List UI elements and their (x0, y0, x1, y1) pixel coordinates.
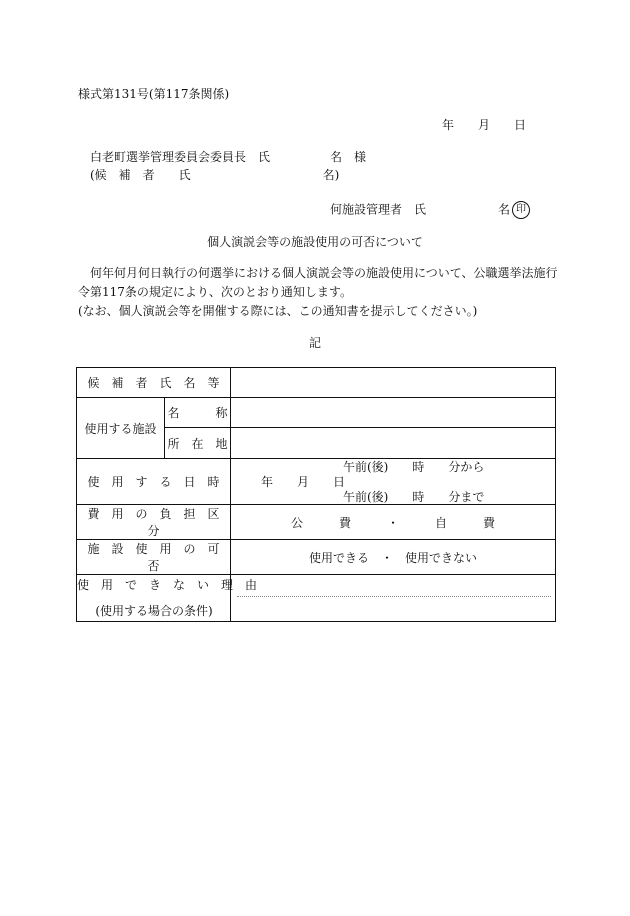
field-allow[interactable]: 使用できる ・ 使用できない (231, 540, 556, 575)
label-allow: 施 設 使 用 の 可 否 (77, 540, 231, 575)
sender-text: 何施設管理者 氏 名 (330, 202, 511, 217)
table-row (77, 398, 556, 428)
dotted-divider (237, 596, 551, 597)
label-facility-name: 名 称 (165, 398, 231, 428)
notice-table (76, 367, 556, 622)
label-reason-sub: (使用する場合の条件) (95, 604, 213, 618)
ki-mark: 記 (308, 336, 321, 350)
table-row (77, 540, 556, 575)
body-line-3: (なお、個人演説会等を開催する際には、この通知書を提示してください。) (78, 304, 478, 318)
body-line-1: 何年何月何日執行の何選挙における個人演説会等の施設使用について、公職選挙法施行 (90, 266, 558, 280)
label-facility-location: 所 在 地 (165, 428, 231, 459)
field-datetime[interactable] (231, 459, 556, 505)
seal-mark: 印 (512, 201, 530, 219)
date-line: 年 月 日 (442, 118, 527, 132)
table-row (77, 575, 556, 622)
label-cost: 費 用 の 負 担 区 分 (77, 505, 231, 540)
label-datetime: 使 用 す る 日 時 (77, 459, 231, 505)
document-title: 個人演説会等の施設使用の可否について (207, 235, 423, 249)
label-candidate: 候 補 者 氏 名 等 (77, 368, 231, 398)
table-row (77, 459, 556, 505)
table-row (77, 368, 556, 398)
field-reason[interactable] (231, 575, 556, 622)
table-row (77, 505, 556, 540)
sender-line (330, 201, 530, 219)
form-number: 様式第131号(第117条関係) (78, 87, 230, 101)
datetime-from: 午前(後) 時 分から (343, 460, 485, 474)
addressee-line-1: 白老町選挙管理委員会委員長 氏 名 様 (90, 150, 367, 164)
label-reason (77, 575, 258, 622)
datetime-to: 午前(後) 時 分まで (343, 490, 485, 504)
field-candidate[interactable] (231, 368, 556, 398)
addressee-line-2: (候 補 者 氏 名) (90, 168, 340, 182)
label-facility: 使用する施設 (77, 398, 165, 459)
label-reason-main: 使 用 で き な い 理 由 (77, 578, 258, 592)
field-facility-name[interactable] (231, 398, 556, 428)
field-cost[interactable]: 公 費 ・ 自 費 (231, 505, 556, 540)
body-line-2: 令第117条の規定により、次のとおり通知します。 (78, 285, 352, 299)
field-facility-location[interactable] (231, 428, 556, 459)
datetime-date: 年 月 日 (261, 475, 346, 489)
